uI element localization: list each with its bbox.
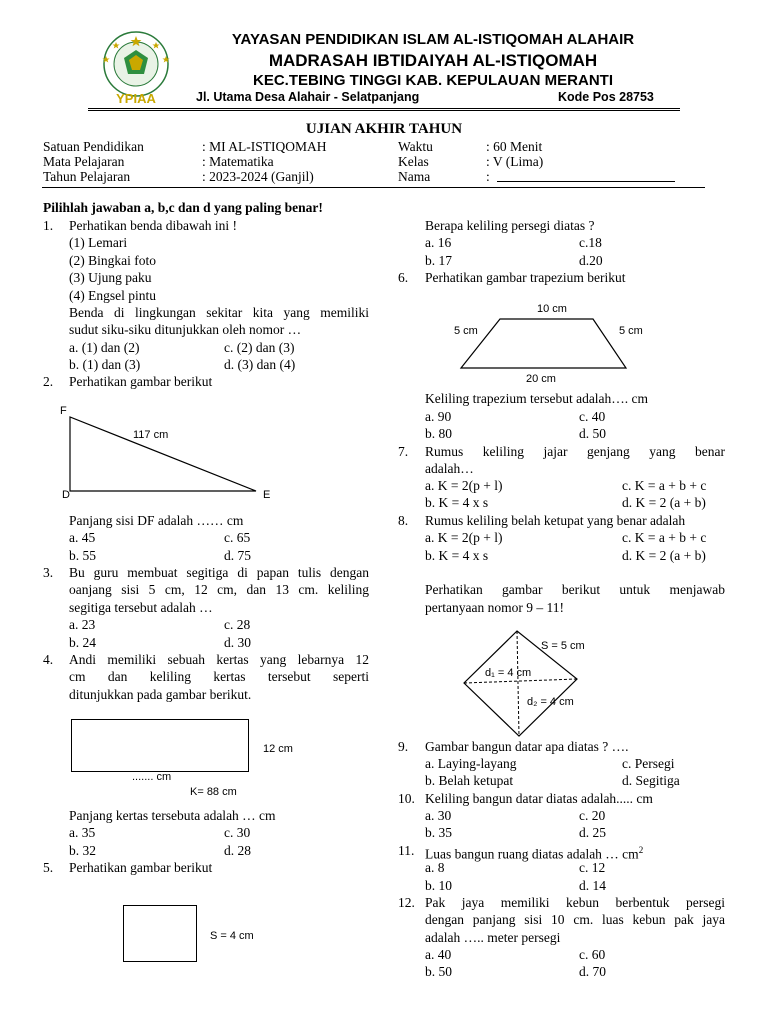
trapezium-bottom-label: 20 cm: [526, 373, 556, 385]
q9-option-d[interactable]: d. Segitiga: [622, 773, 680, 788]
q2-option-b[interactable]: b. 55: [69, 548, 96, 563]
q1-question-cont: sudut siku-siku ditunjukkan oleh nomor …: [69, 322, 302, 337]
q1-item: (3) Ujung paku: [69, 270, 152, 285]
triangle-hypotenuse-label: 117 cm: [133, 429, 169, 441]
q5-option-c[interactable]: c.18: [579, 235, 602, 250]
q1-option-b[interactable]: b. (1) dan (3): [69, 357, 141, 372]
district-name: KEC.TEBING TINGGI KAB. KEPULAUAN MERANTI: [253, 72, 613, 89]
q6-option-a[interactable]: a. 90: [425, 409, 452, 424]
q1-text: Perhatikan benda dibawah ini !: [69, 218, 237, 233]
paper-rectangle-figure: [71, 719, 249, 772]
q6-option-d[interactable]: d. 50: [579, 426, 606, 441]
triangle-vertex-e: E: [263, 489, 271, 501]
rhombus-d1-label: d₁ = 4 cm: [485, 667, 532, 679]
info-kelas-value: : V (Lima): [486, 154, 544, 169]
q8-option-a[interactable]: a. K = 2(p + l): [425, 530, 503, 545]
q1-option-d[interactable]: d. (3) dan (4): [224, 357, 296, 372]
q2-option-a[interactable]: a. 45: [69, 530, 96, 545]
q10-option-a[interactable]: a. 30: [425, 808, 452, 823]
q6-text: Perhatikan gambar trapezium berikut: [425, 270, 626, 285]
q10-text: Keliling bangun datar diatas adalah..... cm: [425, 791, 653, 806]
q3-text: Bu guru membuat segitiga di papan tulis dengan: [69, 565, 369, 580]
q11-option-c[interactable]: c. 12: [579, 860, 606, 875]
q5-option-b[interactable]: b. 17: [425, 253, 452, 268]
q4-question: Panjang kertas tersebuta adalah … cm: [69, 808, 276, 823]
q4-option-b[interactable]: b. 32: [69, 843, 96, 858]
triangle-figure: [60, 405, 280, 505]
q3-option-c[interactable]: c. 28: [224, 617, 251, 632]
q5-option-d[interactable]: d.20: [579, 253, 603, 268]
q7-option-c[interactable]: c. K = a + b + c: [622, 478, 707, 493]
q7-number: 7.: [398, 444, 409, 459]
q5-question: Berapa keliling persegi diatas ?: [425, 218, 595, 233]
trapezium-top-label: 10 cm: [537, 303, 567, 315]
q11-option-a[interactable]: a. 8: [425, 860, 445, 875]
paper-perimeter-label: K= 88 cm: [190, 786, 237, 798]
q1-option-a[interactable]: a. (1) dan (2): [69, 340, 140, 355]
trapezium-figure: [460, 318, 630, 373]
info-divider: [42, 187, 705, 188]
triangle-vertex-d: D: [62, 489, 70, 501]
q4-text: ditunjukkan pada gambar berikut.: [69, 687, 252, 702]
q2-number: 2.: [43, 374, 54, 389]
q12-text: dengan panjang sisi 10 cm. luas kebun pak jaya: [425, 912, 725, 927]
q4-text: cm dan keliling kertas tersebut seperti: [69, 669, 369, 684]
postal-code: Kode Pos 28753: [558, 90, 654, 104]
info-nama-value: :: [486, 169, 490, 184]
q11-number: 11.: [398, 843, 415, 858]
foundation-name: YAYASAN PENDIDIKAN ISLAM AL-ISTIQOMAH ALAHAIR: [231, 31, 635, 48]
info-satuan-label: Satuan Pendidikan: [43, 139, 144, 154]
q11-text: Luas bangun ruang diatas adalah … $cm^2$: [425, 845, 644, 862]
q8-text: Rumus keliling belah ketupat yang benar adalah: [425, 513, 686, 528]
info-kelas-label: Kelas: [398, 154, 429, 169]
q5-number: 5.: [43, 860, 54, 875]
info-mapel-label: Mata Pelajaran: [43, 154, 125, 169]
q1-question: Benda di lingkungan sekitar kita yang memiliki: [69, 305, 369, 320]
q7-option-d[interactable]: d. K = 2 (a + b): [622, 495, 706, 510]
q6-option-c[interactable]: c. 40: [579, 409, 606, 424]
q5-option-a[interactable]: a. 16: [425, 235, 452, 250]
paper-length-label: ....... cm: [132, 771, 172, 783]
q1-option-c[interactable]: c. (2) dan (3): [224, 340, 295, 355]
q1-number: 1.: [43, 218, 54, 233]
q1-item: (4) Engsel pintu: [69, 288, 156, 303]
info-tahun-label: Tahun Pelajaran: [43, 169, 131, 184]
rhombus-side-label: S = 5 cm: [541, 640, 585, 652]
square-figure: [123, 905, 197, 962]
q3-number: 3.: [43, 565, 54, 580]
triangle-vertex-f: F: [60, 405, 67, 417]
q4-option-d[interactable]: d. 28: [224, 843, 251, 858]
exam-title: UJIAN AKHIR TAHUN: [305, 121, 463, 137]
q12-text: adalah ….. meter persegi: [425, 930, 561, 945]
q12-text: Pak jaya memiliki kebun berbentuk persegi: [425, 895, 725, 910]
q12-number: 12.: [398, 895, 415, 910]
info-satuan-value: : MI AL-ISTIQOMAH: [202, 139, 327, 154]
name-blank-line[interactable]: [497, 181, 675, 182]
q10-option-d[interactable]: d. 25: [579, 825, 606, 840]
info-waktu-label: Waktu: [398, 139, 433, 154]
q11-option-d[interactable]: d. 14: [579, 878, 606, 893]
q12-option-b[interactable]: b. 50: [425, 964, 452, 979]
q10-option-c[interactable]: c. 20: [579, 808, 606, 823]
q10-number: 10.: [398, 791, 415, 806]
q2-text: Perhatikan gambar berikut: [69, 374, 213, 389]
q6-option-b[interactable]: b. 80: [425, 426, 452, 441]
q7-text: adalah…: [425, 461, 474, 476]
q6-number: 6.: [398, 270, 409, 285]
school-name: MADRASAH IBTIDAIYAH AL-ISTIQOMAH: [268, 51, 598, 70]
q7-option-b[interactable]: b. K = 4 x s: [425, 495, 489, 510]
q9-number: 9.: [398, 739, 409, 754]
info-waktu-value: : 60 Menit: [486, 139, 543, 154]
header-divider: [88, 108, 680, 111]
q8-option-c[interactable]: c. K = a + b + c: [622, 530, 707, 545]
instruction: Pilihlah jawaban a, b,c dan d yang paling benar!: [43, 200, 323, 215]
q5-text: Perhatikan gambar berikut: [69, 860, 213, 875]
q3-option-d[interactable]: d. 30: [224, 635, 251, 650]
q6-question: Keliling trapezium tersebut adalah…. cm: [425, 391, 649, 406]
q7-option-a[interactable]: a. K = 2(p + l): [425, 478, 503, 493]
q9-option-c[interactable]: c. Persegi: [622, 756, 675, 771]
school-address: Jl. Utama Desa Alahair - Selatpanjang: [196, 90, 420, 104]
square-side-label: S = 4 cm: [210, 930, 254, 942]
q7-text: Rumus keliling jajar genjang yang benar: [425, 444, 725, 459]
rhombus-intro-cont: pertanyaan nomor 9 – 11!: [425, 600, 564, 615]
q3-option-b[interactable]: b. 24: [69, 635, 96, 650]
q8-option-b[interactable]: b. K = 4 x s: [425, 548, 489, 563]
q3-text: segitiga tersebut adalah …: [69, 600, 213, 615]
q4-text: Andi memiliki sebuah kertas yang lebarnya 12: [69, 652, 369, 667]
svg-text:YPIAA: YPIAA: [116, 91, 156, 106]
info-mapel-value: : Matematika: [202, 154, 274, 169]
q8-option-d[interactable]: d. K = 2 (a + b): [622, 548, 706, 563]
trapezium-left-label: 5 cm: [454, 325, 478, 337]
q10-option-b[interactable]: b. 35: [425, 825, 452, 840]
paper-width-label: 12 cm: [263, 743, 293, 755]
q4-number: 4.: [43, 652, 54, 667]
q4-option-c[interactable]: c. 30: [224, 825, 251, 840]
q9-option-b[interactable]: b. Belah ketupat: [425, 773, 514, 788]
q2-question: Panjang sisi DF adalah …… cm: [69, 513, 244, 528]
q1-item: (1) Lemari: [69, 235, 128, 250]
rhombus-intro: Perhatikan gambar berikut untuk menjawab: [425, 582, 725, 597]
rhombus-d2-label: d₂ = 4 cm: [527, 696, 574, 708]
q3-text: oanjang sisi 5 cm, 12 cm, dan 13 cm. keliling: [69, 582, 369, 597]
q2-option-c[interactable]: c. 65: [224, 530, 251, 545]
q12-option-c[interactable]: c. 60: [579, 947, 606, 962]
info-nama-label: Nama: [398, 169, 431, 184]
q9-text: Gambar bangun datar apa diatas ? ….: [425, 739, 629, 754]
q11-option-b[interactable]: b. 10: [425, 878, 452, 893]
info-tahun-value: : 2023-2024 (Ganjil): [202, 169, 314, 184]
q1-item: (2) Bingkai foto: [69, 253, 156, 268]
q12-option-d[interactable]: d. 70: [579, 964, 606, 979]
q3-option-a[interactable]: a. 23: [69, 617, 96, 632]
q8-number: 8.: [398, 513, 409, 528]
q12-option-a[interactable]: a. 40: [425, 947, 452, 962]
school-logo: [86, 30, 186, 106]
trapezium-right-label: 5 cm: [619, 325, 643, 337]
q4-option-a[interactable]: a. 35: [69, 825, 96, 840]
q2-option-d[interactable]: d. 75: [224, 548, 251, 563]
q9-option-a[interactable]: a. Laying-layang: [425, 756, 517, 771]
